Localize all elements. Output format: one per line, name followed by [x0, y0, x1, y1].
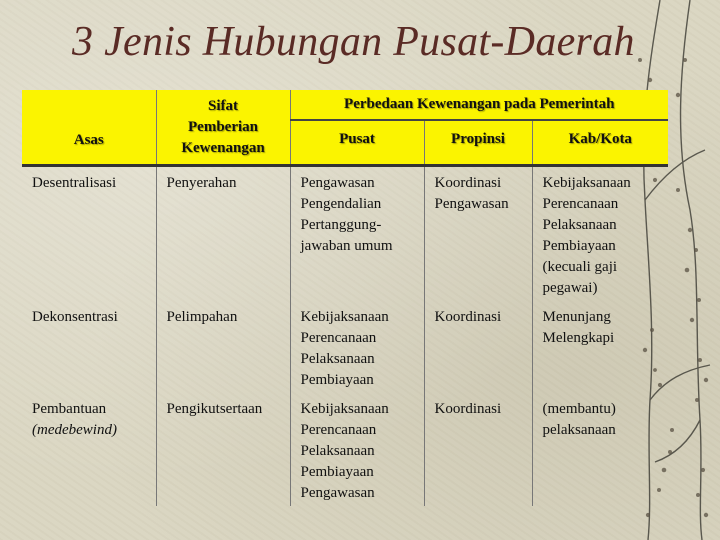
cell-propinsi: [424, 166, 532, 302]
cell-asas: [22, 393, 156, 506]
relationship-table: [22, 90, 668, 506]
cell-line: Perencanaan: [300, 422, 377, 438]
cell-line: Pengawasan: [300, 175, 375, 191]
header-sifat-line: Kewenangan: [181, 139, 265, 156]
cell-line: Pengawasan: [434, 196, 509, 212]
cell-line: Pelaksanaan: [300, 351, 375, 367]
cell-line: Koordinasi: [434, 175, 502, 191]
header-sifat-line: Pemberian: [188, 118, 258, 135]
cell-line: Pelaksanaan: [542, 217, 617, 233]
cell-line: Perencanaan: [300, 330, 377, 346]
cell-line: Kebijaksanaan: [542, 175, 631, 191]
cell-kabkota: [532, 166, 668, 302]
cell-propinsi: [424, 393, 532, 506]
slide-title: 3 Jenis Hubungan Pusat-Daerah: [72, 19, 635, 65]
cell-line: Menunjang: [542, 309, 611, 325]
header-asas: Asas: [22, 90, 156, 166]
cell-line: Dekonsentrasi: [32, 309, 118, 325]
cell-line: jawaban umum: [300, 238, 393, 254]
cell-line: pegawai): [542, 280, 598, 296]
cell-pusat: [290, 393, 424, 506]
cell-line: Kebijaksanaan: [300, 309, 389, 325]
header-kabkota: Kab/Kota: [532, 120, 668, 166]
cell-pusat: [290, 166, 424, 302]
header-propinsi: Propinsi: [424, 120, 532, 166]
cell-line: Pelaksanaan: [300, 443, 375, 459]
table-row: [22, 393, 668, 506]
cell-line: pelaksanaan: [542, 422, 616, 438]
cell-line: Pembiayaan: [300, 372, 374, 388]
cell-pusat: [290, 301, 424, 393]
cell-line: Desentralisasi: [32, 175, 117, 191]
header-perbedaan: Perbedaan Kewenangan pada Pemerintah: [290, 90, 668, 120]
cell-line: Koordinasi: [434, 309, 502, 325]
header-sifat: [156, 90, 290, 166]
cell-line: (medebewind): [32, 422, 117, 438]
cell-propinsi: [424, 301, 532, 393]
table-row: [22, 301, 668, 393]
cell-kabkota: [532, 301, 668, 393]
cell-line: Melengkapi: [542, 330, 615, 346]
header-sifat-line: Sifat: [208, 97, 238, 114]
header-pusat: Pusat: [290, 120, 424, 166]
cell-line: Koordinasi: [434, 401, 502, 417]
cell-line: Kebijaksanaan: [300, 401, 389, 417]
cell-line: Pembiayaan: [300, 464, 374, 480]
cell-sifat: Pelimpahan: [156, 301, 290, 393]
cell-sifat: Pengikutsertaan: [156, 393, 290, 506]
cell-line: (kecuali gaji: [542, 259, 618, 275]
table-row: [22, 166, 668, 302]
cell-line: (membantu): [542, 401, 616, 417]
cell-line: Perencanaan: [542, 196, 619, 212]
cell-asas: [22, 166, 156, 302]
cell-line: Pembiayaan: [542, 238, 616, 254]
cell-kabkota: [532, 393, 668, 506]
cell-line: Pengawasan: [300, 485, 375, 501]
table-header: [22, 90, 668, 166]
cell-line: Pengendalian: [300, 196, 382, 212]
cell-line: Pertanggung-: [300, 217, 382, 233]
cell-asas: [22, 301, 156, 393]
cell-sifat: Penyerahan: [156, 166, 290, 302]
cell-line: Pembantuan: [32, 401, 107, 417]
